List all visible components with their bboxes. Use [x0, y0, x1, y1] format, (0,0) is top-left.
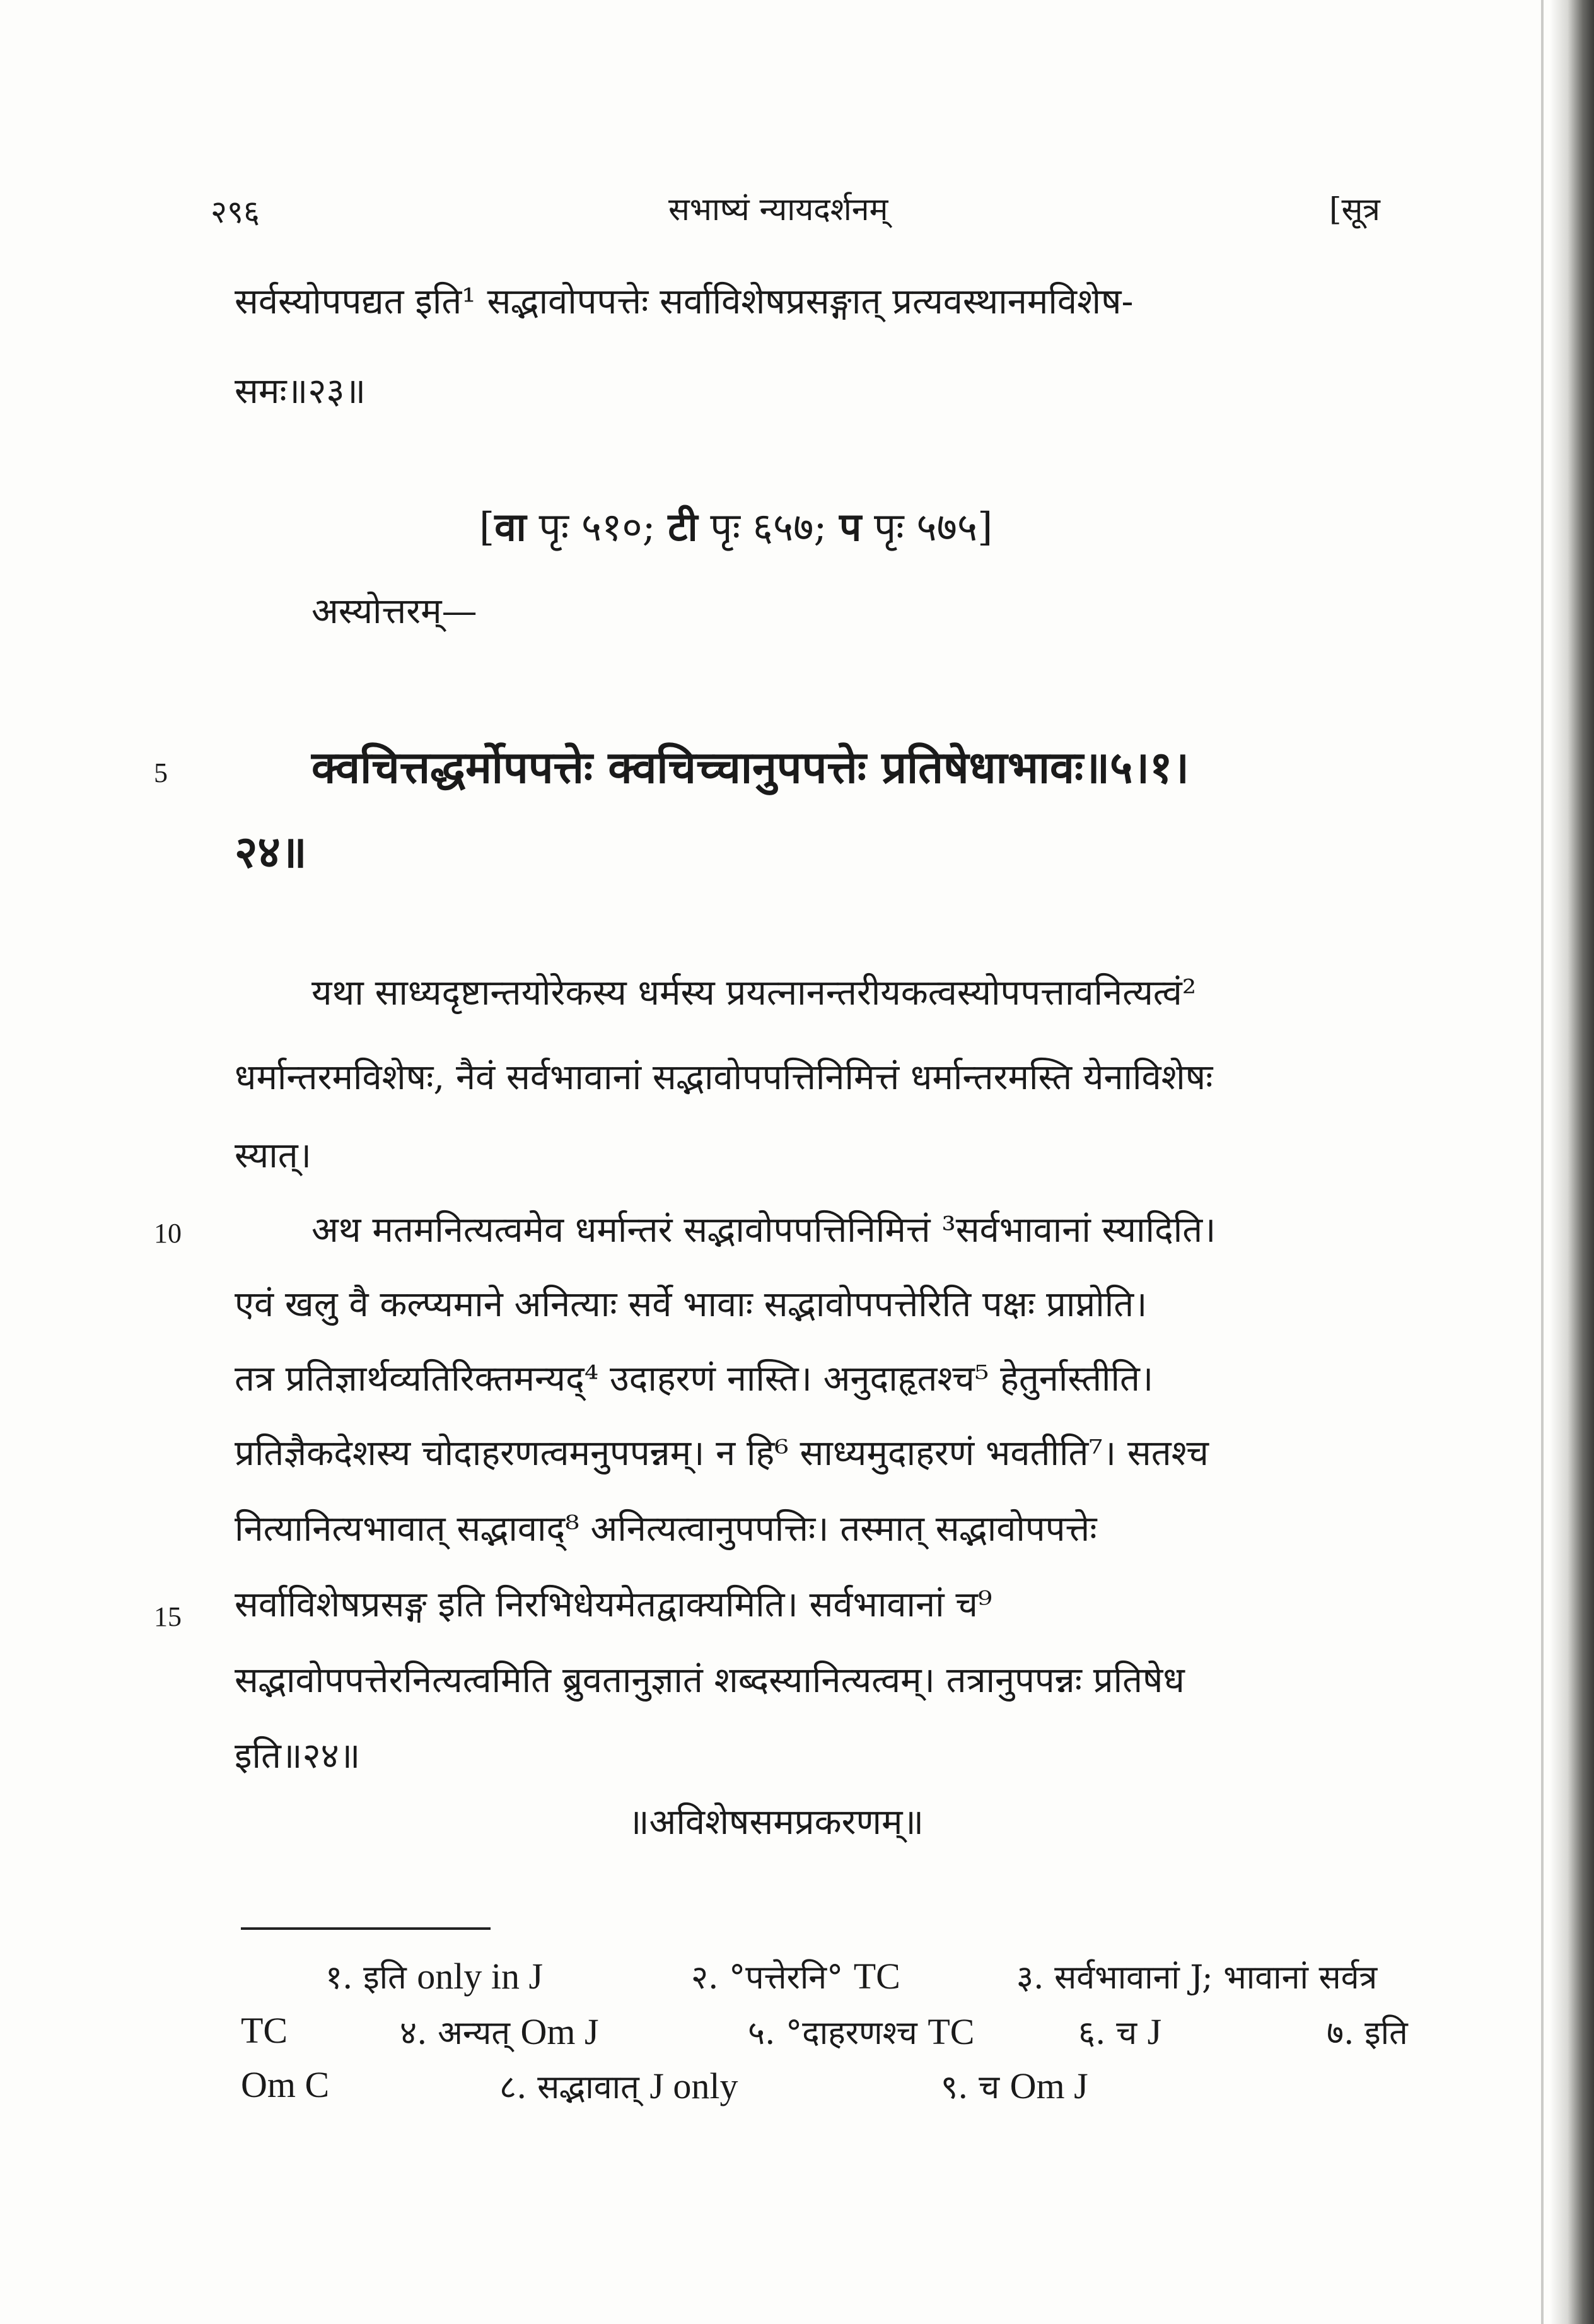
- footnote-3-continued: [241, 2009, 288, 2052]
- bhashya-line: सद्भावोपपत्तेरनित्यत्वमिति ब्रुवतानुज्ञातं शब्दस्यानित्यत्वम्। तत्रानुपपन्नः प्रतिषेध: [235, 1660, 1185, 1701]
- footnote-7: [1327, 2009, 1408, 2054]
- sutra-line-1: क्वचित्तद्धर्मोपपत्तेः क्वचिच्चानुपपत्तेः प्रतिषेधाभावः॥५।१।: [311, 741, 1189, 793]
- footnote-1-text: १. इति: [325, 1959, 407, 1997]
- bhashya-line: प्रतिज्ञैकदेशस्य चोदाहरणत्वमनुपपन्नम्। न हि⁶ साध्यमुदाहरणं भवतीति⁷। सतश्च: [235, 1433, 1209, 1474]
- footnote-2: [691, 1954, 900, 1999]
- opening-line-2: समः॥२३॥: [235, 371, 366, 412]
- bhashya-line: सर्वाविशेषप्रसङ्ग इति निरभिधेयमेतद्वाक्यमिति। सर्वभावानां च⁹: [235, 1584, 992, 1625]
- page-shadow-line: [1541, 0, 1544, 2324]
- ref-open-bracket: [: [479, 504, 495, 550]
- footnote-6-note: J: [1147, 2011, 1162, 2052]
- footnote-4-note: Om J: [520, 2011, 599, 2052]
- bhashya-line: यथा साध्यदृष्टान्तयोरेकस्य धर्मस्य प्रयत्नानन्तरीयकत्वस्योपपत्तावनित्यत्वं²: [311, 972, 1197, 1013]
- bhashya-line: एवं खलु वै कल्प्यमाने अनित्याः सर्वे भावाः सद्भावोपपत्तेरिति पक्षः प्राप्नोति।: [235, 1284, 1148, 1325]
- footnote-8: [499, 2064, 738, 2108]
- footnote-3-text: ३. सर्वभावानां J; भावानां सर्वत्र: [1016, 1959, 1378, 1997]
- bhashya-line: नित्यानित्यभावात् सद्भावाद्⁸ अनित्यत्वानुपपत्तिः। तस्मात् सद्भावोपपत्तेः: [235, 1509, 1097, 1550]
- line-number-15: 15: [154, 1601, 182, 1632]
- footnote-3-cont: TC: [241, 2010, 288, 2051]
- bhashya-line: स्यात्।: [235, 1135, 311, 1176]
- ref-parishuddhi-page: पृः ५७५: [861, 504, 978, 550]
- footnote-9-note: Om J: [1009, 2065, 1088, 2106]
- footnote-2-note: TC: [853, 1956, 900, 1997]
- bhashya-line: धर्मान्तरमविशेषः, नैवं सर्वभावानां सद्भावोपपत्तिनिमित्तं धर्मान्तरमस्ति येनाविशेषः: [235, 1057, 1213, 1098]
- footnote-2-text: २. °पत्तेरनि°: [691, 1959, 844, 1997]
- footnote-7-continued: [241, 2064, 329, 2106]
- running-title: सभाष्यं न्यायदर्शनम्: [668, 191, 888, 228]
- footnote-rule: [241, 1927, 491, 1930]
- bhashya-line: तत्र प्रतिज्ञार्थव्यतिरिक्तमन्यद्⁴ उदाहरणं नास्ति। अनुदाहृतश्च⁵ हेतुर्नास्तीति।: [235, 1358, 1154, 1399]
- footnote-5-note: TC: [928, 2011, 975, 2052]
- footnote-9-text: ९. च: [941, 2069, 1000, 2106]
- footnote-4-text: ४. अन्यत्: [400, 2014, 510, 2052]
- ref-vartika: वा: [494, 504, 526, 550]
- footnote-1: [325, 1954, 543, 1999]
- opening-line-1: सर्वस्योपपद्यत इति¹ सद्भावोपपत्तेः सर्वाविशेषप्रसङ्गात् प्रत्यवस्थानमविशेष-: [235, 281, 1134, 322]
- sutra-line-2: २४॥: [235, 826, 307, 878]
- book-binding-edge: [1550, 0, 1594, 2324]
- ref-tika: टी: [668, 504, 698, 550]
- ref-tika-page: पृः ६५७;: [697, 504, 840, 550]
- footnote-5: [748, 2009, 974, 2054]
- footnote-7-text: ७. इति: [1327, 2014, 1408, 2052]
- line-number-5: 5: [154, 757, 168, 788]
- ref-parishuddhi: प: [839, 504, 862, 550]
- bhashya-line: अथ मतमनित्यत्वमेव धर्मान्तरं सद्भावोपपत्तिनिमित्तं ³सर्वभावानां स्यादिति।: [311, 1210, 1216, 1251]
- footnote-8-note: J only: [649, 2065, 738, 2106]
- footnote-7-cont: Om C: [241, 2064, 330, 2105]
- footnote-6-text: ६. च: [1078, 2014, 1137, 2052]
- ref-close-bracket: ]: [977, 504, 993, 550]
- section-marker: [सूत्र: [1329, 191, 1380, 228]
- footnote-4: [400, 2009, 599, 2054]
- line-number-10: 10: [154, 1218, 182, 1249]
- footnote-3: [1016, 1954, 1377, 1999]
- page-number: २९६: [211, 194, 260, 230]
- prakarana-title: ॥अविशेषसमप्रकरणम्॥: [628, 1802, 924, 1843]
- footnote-6: [1078, 2009, 1161, 2054]
- ref-vartika-page: पृः ५१०;: [526, 504, 668, 550]
- footnote-8-text: ८. सद्भावात्: [499, 2069, 639, 2106]
- footnote-1-note: only in J: [417, 1956, 544, 1997]
- intro-text: अस्योत्तरम्—: [311, 591, 477, 632]
- commentary-reference: [479, 499, 992, 552]
- bhashya-line: इति॥२४॥: [235, 1736, 361, 1777]
- footnote-5-text: ५. °दाहरणश्च: [748, 2014, 917, 2052]
- footnote-9: [941, 2064, 1088, 2108]
